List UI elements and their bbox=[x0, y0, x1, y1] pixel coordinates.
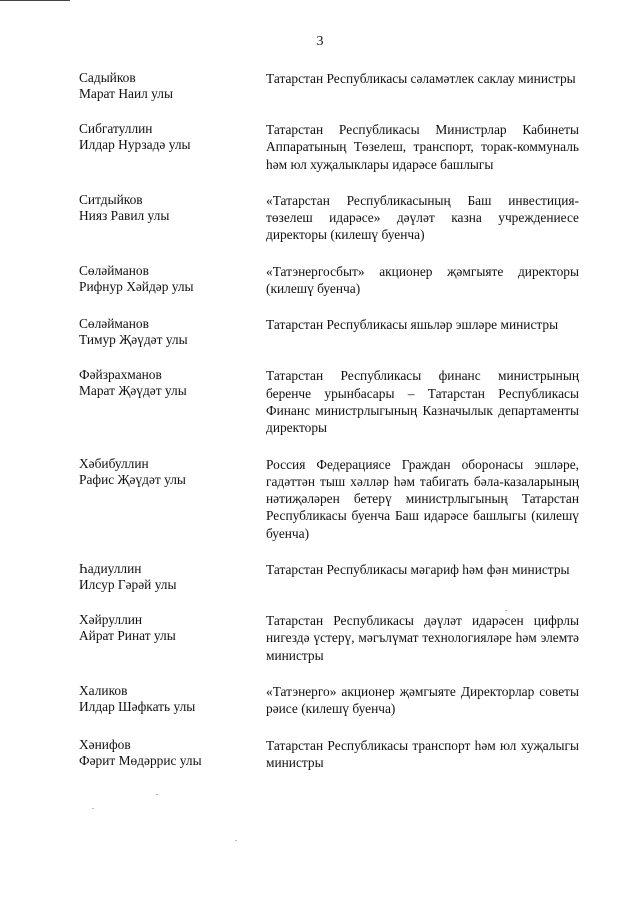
surname: Сибгатуллин bbox=[79, 121, 153, 136]
position-title: «Татарстан Республикасының Баш инвестиция-төзелеш идарәсе» дәүләт казна учреждениесе директоры (килешү буенча) bbox=[266, 192, 579, 243]
person-name bbox=[79, 316, 266, 348]
surname: Халиков bbox=[79, 682, 128, 698]
list-item bbox=[79, 561, 579, 593]
list-item bbox=[79, 367, 579, 436]
surname: Хәнифов bbox=[79, 736, 131, 752]
list-item bbox=[79, 683, 579, 718]
person-name bbox=[79, 561, 266, 593]
list-item bbox=[79, 316, 579, 348]
list-item bbox=[79, 192, 579, 244]
member-list bbox=[79, 70, 579, 771]
surname: Ситдыйков bbox=[79, 191, 143, 207]
given-name: Нияз Равил улы bbox=[79, 207, 170, 223]
person-name bbox=[79, 121, 266, 153]
position-title: Татарстан Республикасы мәгариф һәм фән министры bbox=[266, 562, 570, 578]
scan-speck bbox=[92, 808, 94, 809]
list-item bbox=[79, 737, 579, 772]
given-name: Айрат Ринат улы bbox=[79, 628, 176, 644]
scan-speck bbox=[235, 840, 237, 841]
surname: Садыйков bbox=[79, 70, 136, 85]
surname: Һадиуллин bbox=[79, 561, 142, 577]
person-name bbox=[79, 612, 266, 644]
scan-speck bbox=[156, 794, 158, 795]
person-name bbox=[79, 263, 266, 295]
position-title: «Татэнергосбыт» акционер җәмгыяте директоры (килешү буенча) bbox=[266, 263, 579, 297]
position-title: Татарстан Республикасы дәүләт идарәсен цифрлы нигездә үстерү, мәгълүмат технологияләре һәм элемтә министры bbox=[266, 613, 579, 663]
given-name: Илдар Шәфкать улы bbox=[79, 698, 196, 714]
position-title: Россия Федерациясе Граждан оборонасы эшләре, гадәттән тыш хәлләр һәм табигать бәла-казаларының нәтиҗәләрен бетерү министрлыгының Татарстан Республикасы буенча Баш идарәсе башлыгы (килешү буенча) bbox=[266, 456, 579, 541]
position-title: Татарстан Республикасы яшьләр эшләре министры bbox=[266, 317, 559, 333]
surname: Сөләйманов bbox=[79, 262, 149, 278]
surname: Хәйруллин bbox=[79, 612, 143, 628]
page-number: 3 bbox=[316, 34, 324, 49]
given-name: Марат Җәүдәт улы bbox=[79, 383, 187, 399]
surname: Сөләйманов bbox=[79, 316, 149, 332]
given-name: Фәрит Мөдәррис улы bbox=[79, 752, 202, 768]
scan-edge-line bbox=[0, 0, 70, 1]
list-item bbox=[79, 456, 579, 542]
position-title: Татарстан Республикасы сәламәтлек саклау министры bbox=[266, 71, 576, 86]
person-name bbox=[79, 192, 266, 224]
position-title: Татарстан Республикасы финанс министрының беренче урынбасары – Татарстан Республикасы Финанс министрлыгының Казначылык департаменты директоры bbox=[266, 368, 579, 436]
given-name: Тимур Җәүдәт улы bbox=[79, 332, 188, 348]
person-name bbox=[79, 367, 266, 399]
list-item bbox=[79, 70, 579, 102]
position-title: Татарстан Республикасы Министрлар Кабинеты Аппаратының Төзелеш, транспорт, торак-коммуналь һәм юл хуҗалыклары идарәсе башлыгы bbox=[266, 122, 579, 172]
surname: Фәйзрахманов bbox=[79, 367, 162, 383]
position-title: «Татэнерго» акционер җәмгыяте Директорлар советы рәисе (килешү буенча) bbox=[266, 683, 579, 717]
list-item bbox=[79, 612, 579, 664]
given-name: Илсур Гәрәй улы bbox=[79, 577, 177, 593]
person-name bbox=[79, 683, 266, 715]
given-name: Илдар Нурзадә улы bbox=[79, 137, 191, 152]
list-item bbox=[79, 121, 579, 173]
given-name: Рифнур Хәйдәр улы bbox=[79, 278, 194, 294]
given-name: Марат Наил улы bbox=[79, 86, 173, 101]
person-name bbox=[79, 737, 266, 769]
given-name: Рафис Җәүдәт улы bbox=[79, 471, 186, 487]
person-name bbox=[79, 70, 266, 102]
list-item bbox=[79, 263, 579, 298]
scan-speck bbox=[505, 610, 507, 611]
surname: Хәбибуллин bbox=[79, 455, 149, 471]
position-title: Татарстан Республикасы транспорт һәм юл хуҗалыгы министры bbox=[266, 737, 579, 770]
person-name bbox=[79, 456, 266, 488]
